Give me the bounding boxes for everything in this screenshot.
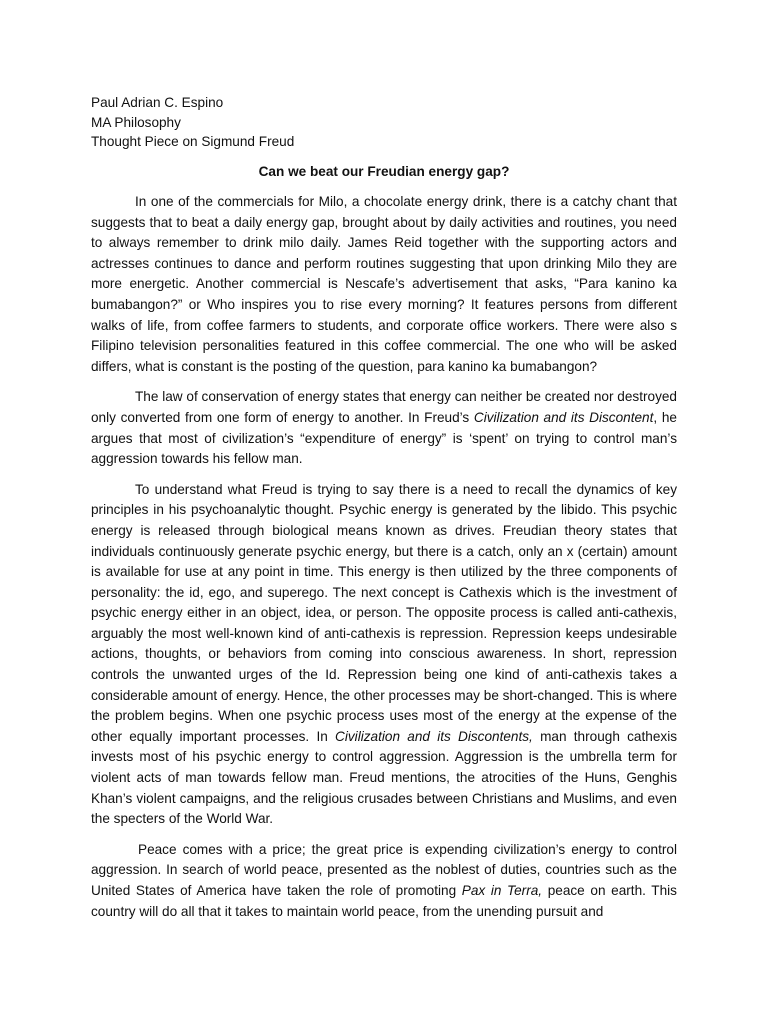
paragraph-3-text-a: To understand what Freud is trying to say there is a need to recall the dynamics of key principles in his psychoanalytic thought. Psychic energy is generated by the libido. This psychic energy is released through biological means known as drives. Freudian theory states that individuals continuously generate psychic energy, but there is a catch, only an x (certain) amount is available for use at any point in time. This energy is then utilized by the three components of personality: the id, ego, and superego. The next concept is Cathexis which is the investment of psychic energy either in an object, idea, or person. The opposite process is called anti-cathexis, arguably the most well-known kind of anti-cathexis is repression. Repression keeps undesirable actions, thoughts, or behaviors from coming into conscious awareness. In short, repression controls the unwanted urges of the Id. Repression being one kind of anti-cathexis takes a considerable amount of energy. Hence, the other processes may be short-changed. This is where the problem begins. When one psychic process uses most of the energy at the expense of the other equally important processes. In [91,481,677,744]
paragraph-4-text-a: Peace comes with a price; the great price is expending civilization’s energy to control aggression. In search of world peace, presented as the noblest of duties, countries such as the United States of America have taken the role of promoting [91,841,677,898]
paragraph-1: In one of the commercials for Milo, a chocolate energy drink, there is a catchy chant that suggests that to beat a daily energy gap, brought about by daily activities and routines, you need to always remember to drink milo daily. James Reid together with the supporting actors and actresses continues to dance and perform routines suggesting that upon drinking Milo they are more energetic. Another commercial is Nescafe’s advertisement that asks, “Para kanino ka bumabangon?” or Who inspires you to rise every morning? It features persons from different walks of life, from coffee farmers to students, and corporate office workers. There were also s Filipino television personalities featured in this coffee commercial. The one who will be asked differs, what is constant is the posting of the question, para kanino ka bumabangon? [91,194,677,374]
degree-program: MA Philosophy [91,114,181,130]
paragraph-3-book-title: Civilization and its Discontents, [335,728,533,744]
author-name: Paul Adrian C. Espino [91,95,224,110]
document-subject: Thought Piece on Sigmund Freud [91,134,295,149]
essay-body [91,192,677,922]
paragraph-2 [91,387,677,469]
paragraph-3 [91,480,677,830]
paragraph-2-text-b: , he argues that most of civilization’s “expenditure of energy” is ‘spent’ on trying to control man’s aggression towards his fellow man. [91,409,677,467]
paragraph-3-text-b: man through cathexis invests most of his psychic energy to control aggression. Aggression is the umbrella term for violent acts of man towards fellow man. Freud mentions, the atrocities of the Huns, Genghis Khan’s violent campaigns, and the religious crusades between Christians and Muslims, and even the specters of the World War. [91,728,678,827]
paragraph-2-text-a: The law of conservation of energy states that energy can neither be created nor destroyed only converted from one form of energy to another. In Freud’s [91,389,677,425]
paragraph-4-text-b: peace on earth. This country will do all that it takes to maintain world peace, from the unending pursuit and [91,883,677,919]
paragraph-4 [91,840,677,922]
paragraph-4-latin-phrase: Pax in Terra, [461,883,543,898]
document-header [91,93,294,152]
essay-title: Can we beat our Freudian energy gap? [258,164,510,179]
paragraph-2-book-title: Civilization and its Discontent [473,409,654,425]
